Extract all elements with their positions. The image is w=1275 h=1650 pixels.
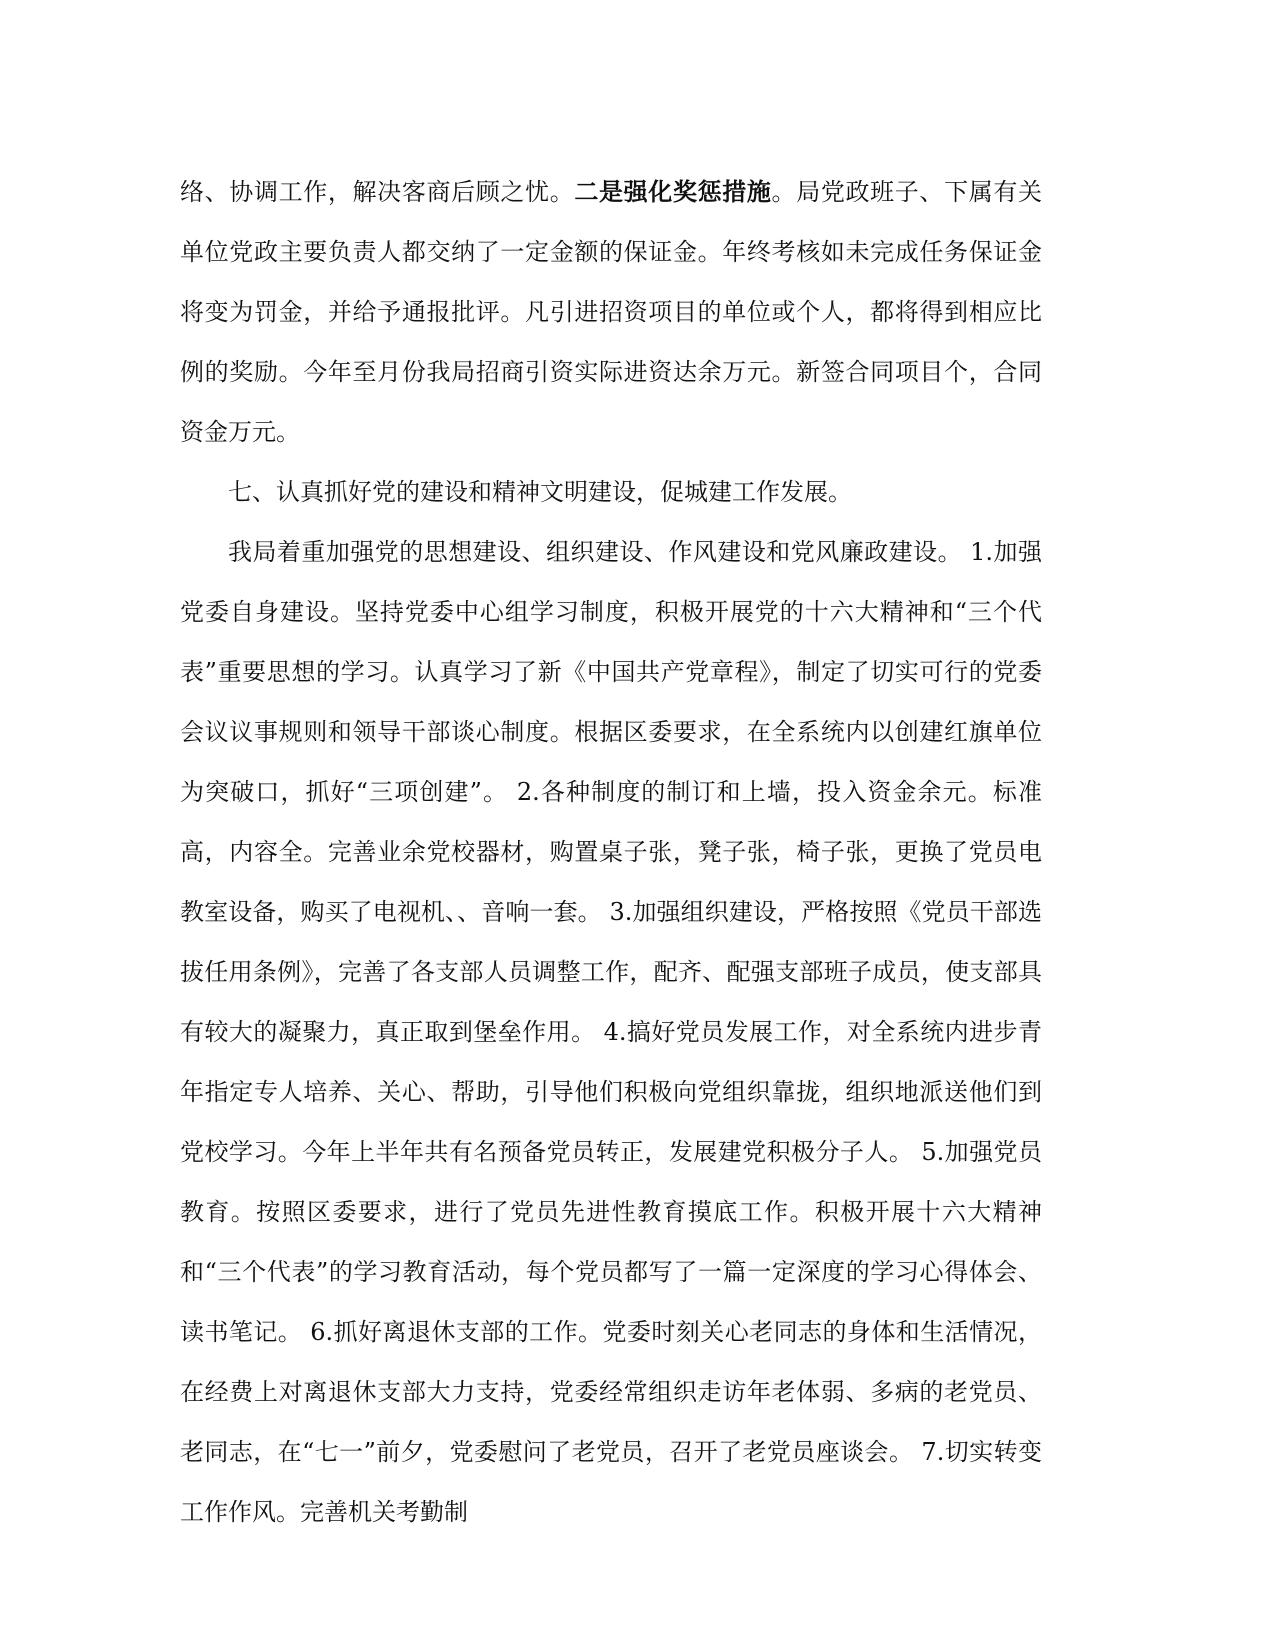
paragraph-body: 我局着重加强党的思想建设、组织建设、作风建设和党风廉政建设。 1.加强党委自身建设。坚持党委中心组学习制度，积极开展党的十六大精神和“三个代表”重要思想的学习。认真学习了新《中国共产党章程》，制定了切实可行的党委会议议事规则和领导干部谈心制度。根据区委要求，在全系统内以创建红旗单位为突破口，抓好“三项创建”。 2.各种制度的制订和上墙，投入资金余元。标准高，内容全。完善业余党校器材，购置桌子张，凳子张，椅子张，更换了党员电教室设备，购买了电视机、、音响一套。 3.加强组织建设，严格按照《党员干部选拔任用条例》，完善了各支部人员调整工作，配齐、配强支部班子成员，使支部具有较大的凝聚力，真正取到堡垒作用。 4.搞好党员发展工作，对全系统内进步青年指定专人培养、关心、帮助，引导他们积极向党组织靠拢，组织地派送他们到党校学习。今年上半年共有名预备党员转正，发展建党积极分子人。 5.加强党员教育。按照区委要求，进行了党员先进性教育摸底工作。积极开展十六大精神和“三个代表”的学习教育活动，每个党员都写了一篇一定深度的学习心得体会、读书笔记。 6.抓好离退休支部的工作。党委时刻关心老同志的身体和生活情况，在经费上对离退休支部大力支持，党委经常组织走访年老体弱、多病的老党员、老同志，在“七一”前夕，党委慰问了老党员，召开了老党员座谈会。 7.切实转变工作作风。完善机关考勤制 <box>180 538 1042 1526</box>
paragraph-continued <box>180 162 1042 462</box>
bold-phrase: 二是强化奖惩措施 <box>574 177 772 206</box>
section-heading: 七、认真抓好党的建设和精神文明建设，促城建工作发展。 <box>228 478 852 506</box>
document-body <box>180 162 1042 1542</box>
paragraph-text: 。局党政班子、下属有关单位党政主要负责人都交纳了一定金额的保证金。年终考核如未完成任务保证金将变为罚金，并给予通报批评。凡引进招资项目的单位或个人，都将得到相应比例的奖励。今年至月份我局招商引资实际进资达余万元。新签合同项目个，合同资金万元。 <box>180 178 1043 446</box>
paragraph-text: 络、协调工作，解决客商后顾之忧。 <box>180 178 575 206</box>
